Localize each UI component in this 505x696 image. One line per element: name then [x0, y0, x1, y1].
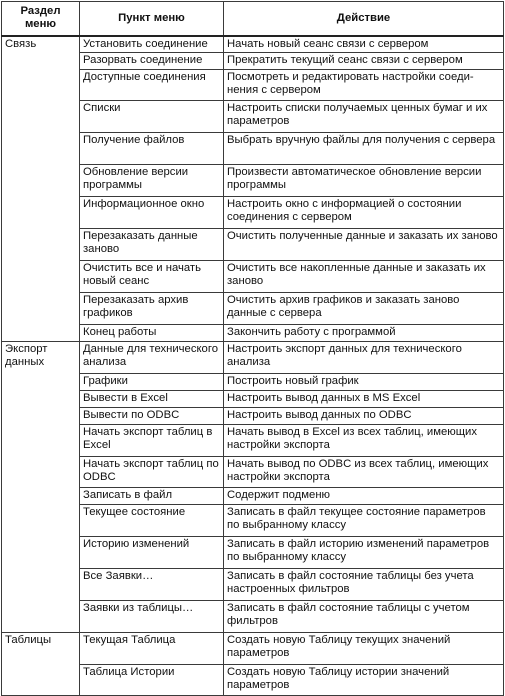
menu-item-cell: Текущая Таблица — [80, 633, 224, 665]
action-cell: Настроить вывод данных в MS Excel — [224, 391, 504, 408]
menu-item-cell: Данные для технического анализа — [80, 342, 224, 374]
header-item: Пункт меню — [80, 2, 224, 36]
section-cell-export: Экспорт данных — [2, 342, 80, 633]
action-cell: Очистить полученные данные и заказать их заново — [224, 229, 504, 261]
action-cell: Начать вывод по ODBC из всех таблиц, имеющих настройки экспорта — [224, 457, 504, 488]
action-cell: Начать вывод в Excel из всех таблиц, имеющих настройки экспорта — [224, 425, 504, 457]
action-cell: Записать в файл текущее состояние параметров по выбранному классу — [224, 505, 504, 537]
menu-item-cell: Начать экспорт таблиц по ODBC — [80, 457, 224, 488]
menu-item-cell: Перезаказать архив графиков — [80, 293, 224, 325]
header-section: Раздел меню — [2, 2, 80, 36]
action-cell: Посмотреть и редактировать настройки соеди-нения с сервером — [224, 70, 504, 101]
action-cell: Начать новый сеанс связи с сервером — [224, 36, 504, 53]
menu-item-cell: Таблица Истории — [80, 665, 224, 696]
menu-item-cell: Графики — [80, 374, 224, 391]
menu-item-cell: Вывести по ODBC — [80, 408, 224, 425]
action-cell: Очистить архив графиков и заказать заново данные с сервера — [224, 293, 504, 325]
menu-reference-table — [1, 1, 504, 696]
action-cell: Настроить списки получаемых ценных бумаг и их параметров — [224, 101, 504, 133]
menu-item-cell: Установить соединение — [80, 36, 224, 53]
menu-item-cell: Обновление версии программы — [80, 165, 224, 197]
menu-item-cell: Заявки из таблицы… — [80, 601, 224, 633]
menu-item-cell: Текущее состояние — [80, 505, 224, 537]
header-action: Действие — [224, 2, 504, 36]
action-cell: Прекратить текущий сеанс связи с сервером — [224, 53, 504, 70]
menu-item-cell: Записать в файл — [80, 488, 224, 505]
action-cell: Настроить вывод данных по ODBC — [224, 408, 504, 425]
table-row — [2, 36, 504, 53]
menu-item-cell: Получение файлов — [80, 133, 224, 165]
menu-item-cell: Перезаказать данные заново — [80, 229, 224, 261]
table-row — [2, 633, 504, 665]
section-cell-tables: Таблицы — [2, 633, 80, 696]
menu-item-cell: Вывести в Excel — [80, 391, 224, 408]
action-cell: Записать в файл историю изменений параметров по выбранному классу — [224, 537, 504, 569]
action-cell: Закончить работу с программой — [224, 325, 504, 342]
action-cell: Выбрать вручную файлы для получения с сервера — [224, 133, 504, 165]
action-cell: Очистить все накопленные данные и заказать их заново — [224, 261, 504, 293]
action-cell: Содержит подменю — [224, 488, 504, 505]
menu-item-cell: Разорвать соединение — [80, 53, 224, 70]
menu-item-cell: Историю изменений — [80, 537, 224, 569]
action-cell: Создать новую Таблицу истории значений параметров — [224, 665, 504, 696]
menu-item-cell: Все Заявки… — [80, 569, 224, 601]
menu-item-cell: Списки — [80, 101, 224, 133]
action-cell: Создать новую Таблицу текущих значений параметров — [224, 633, 504, 665]
section-cell-connection: Связь — [2, 36, 80, 342]
menu-item-cell: Конец работы — [80, 325, 224, 342]
table-row — [2, 342, 504, 374]
action-cell: Построить новый график — [224, 374, 504, 391]
table-header-row — [2, 2, 504, 36]
menu-item-cell: Очистить все и начать новый сеанс — [80, 261, 224, 293]
menu-item-cell: Начать экспорт таблиц в Excel — [80, 425, 224, 457]
action-cell: Произвести автоматическое обновление версии программы — [224, 165, 504, 197]
menu-item-cell: Доступные соединения — [80, 70, 224, 101]
action-cell: Настроить окно с информацией о состоянии соединения с сервером — [224, 197, 504, 229]
menu-item-cell: Информационное окно — [80, 197, 224, 229]
action-cell: Записать в файл состояние таблицы без учета настроенных фильтров — [224, 569, 504, 601]
action-cell: Записать в файл состояние таблицы с учетом фильтров — [224, 601, 504, 633]
action-cell: Настроить экспорт данных для технического анализа — [224, 342, 504, 374]
